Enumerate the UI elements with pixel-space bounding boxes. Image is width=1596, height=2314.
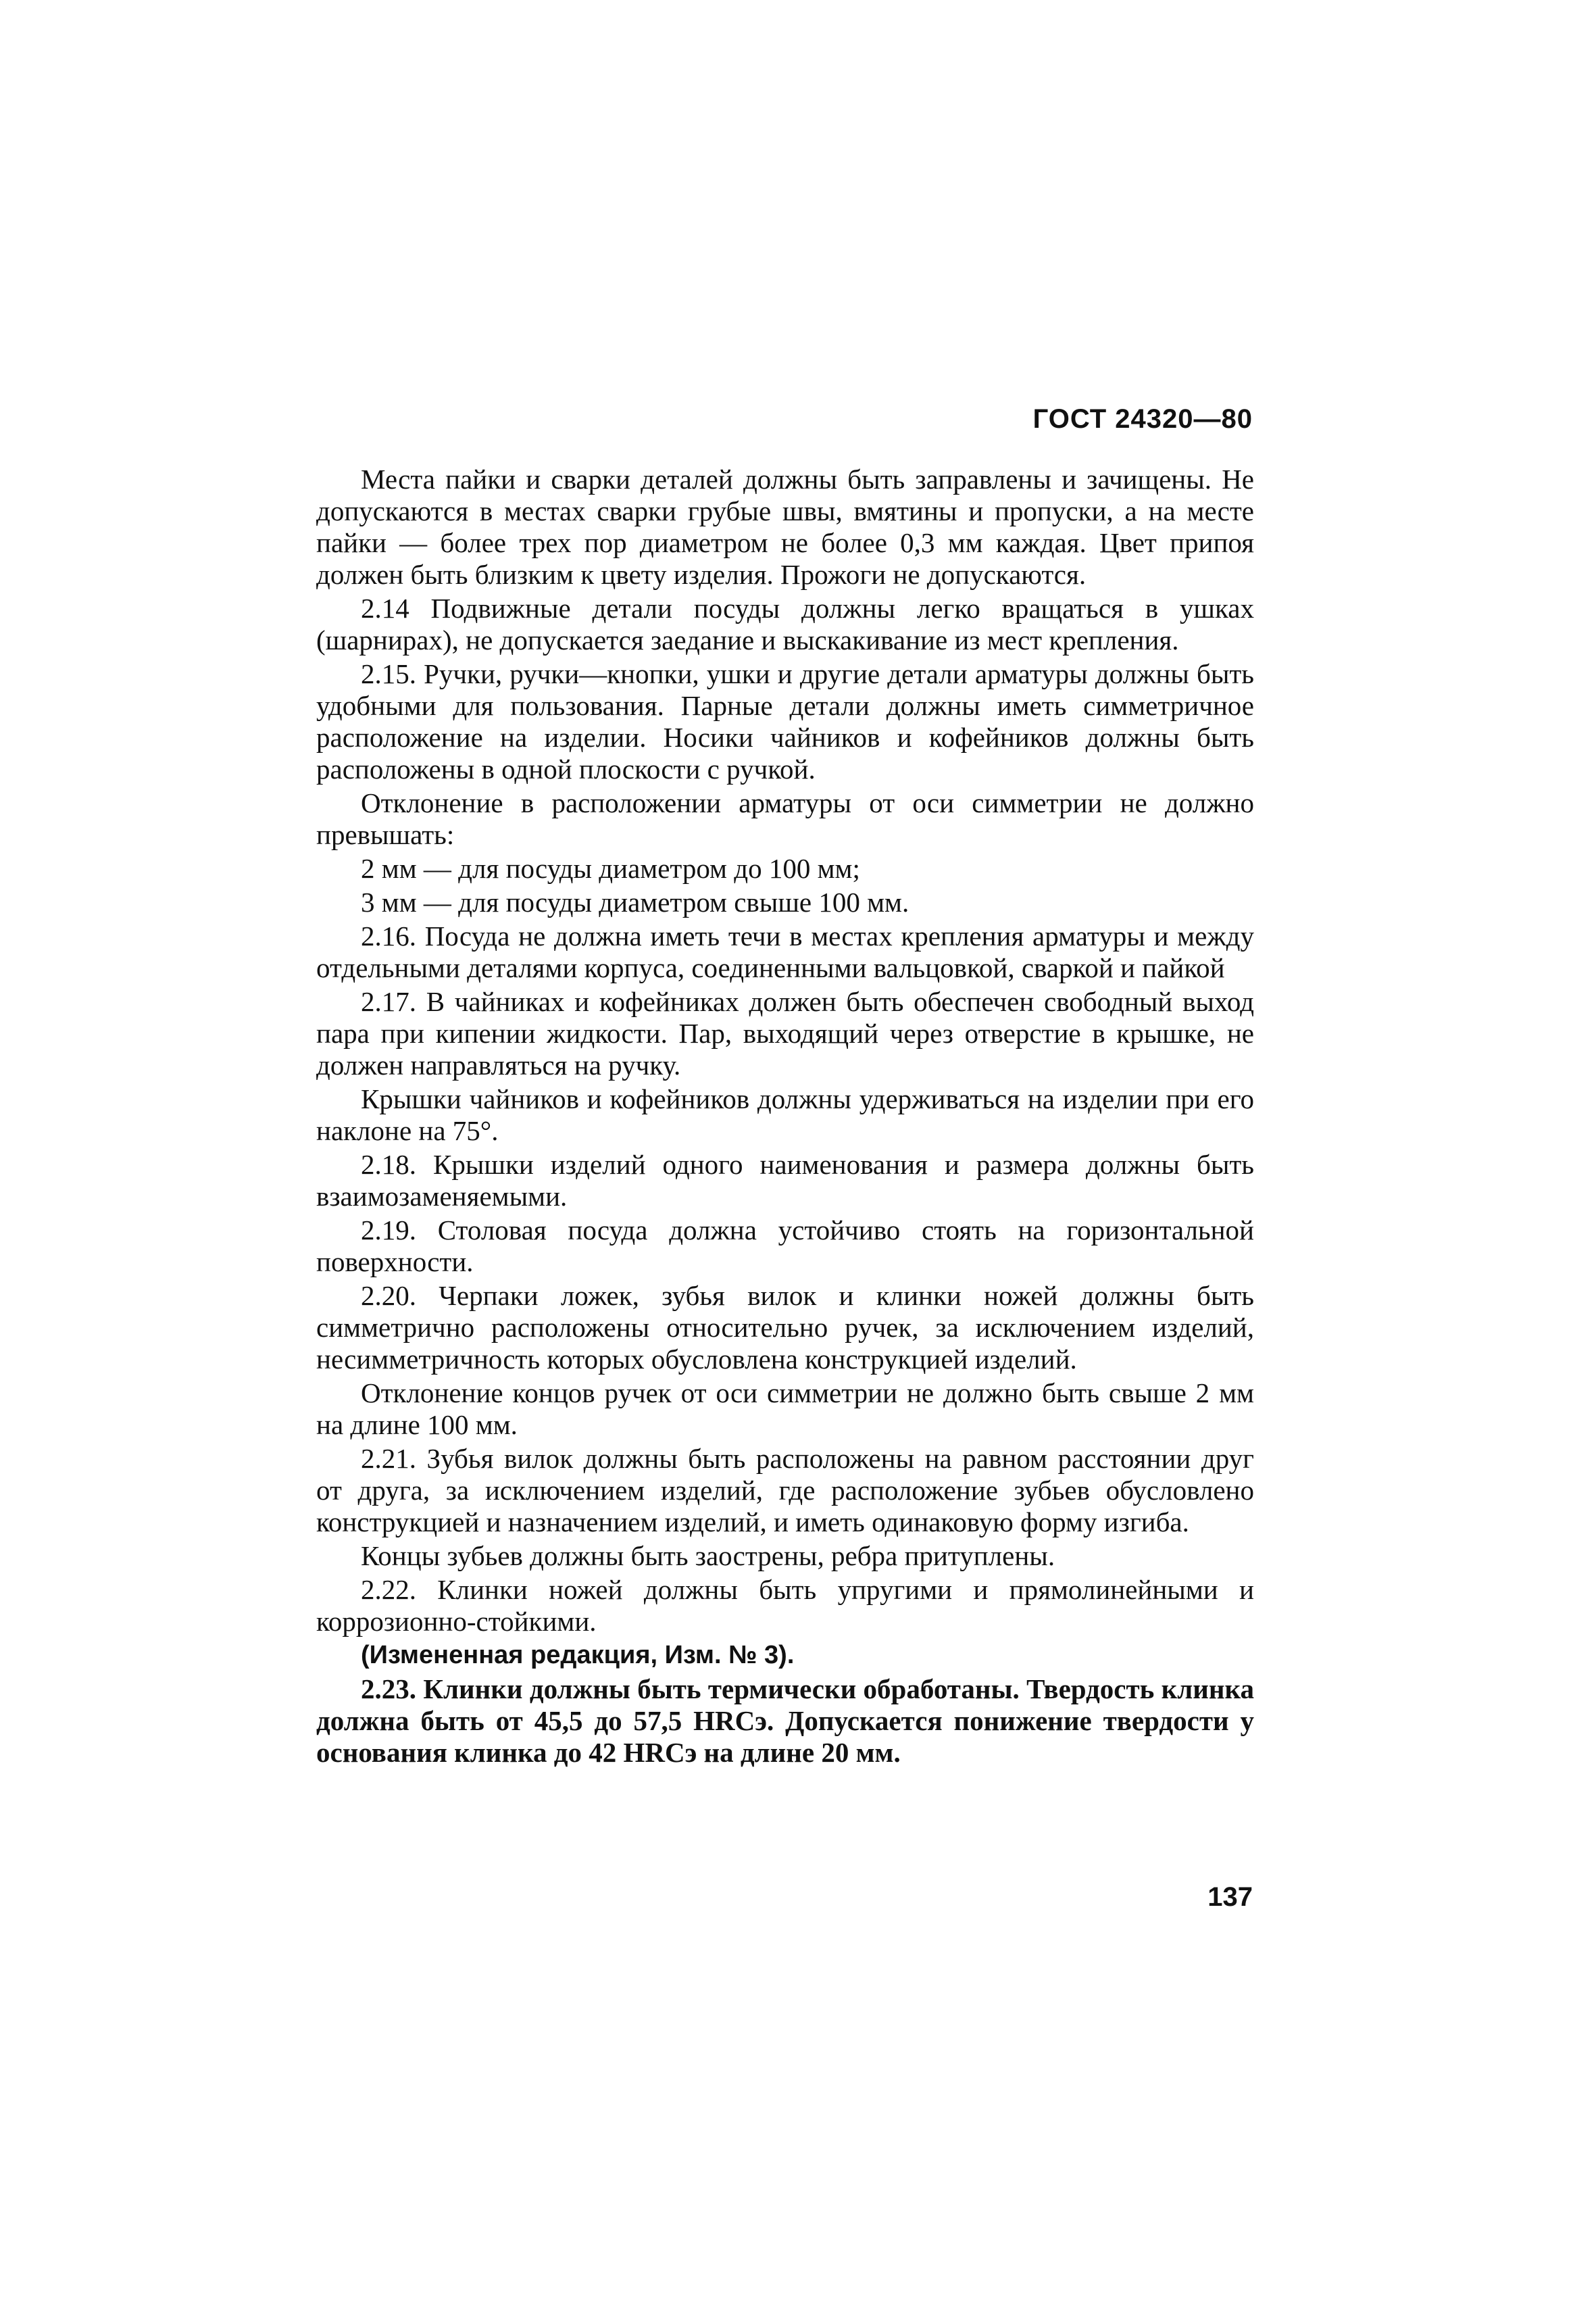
paragraph-2-17: 2.17. В чайниках и кофейниках должен быть обеспечен свободный выход пара при кипении жидкости. Пар, выходящий через отверстие в крышке, не должен направляться на ручку.: [316, 986, 1254, 1081]
page-number: 137: [1207, 1882, 1253, 1912]
paragraph-amendment-note: (Измененная редакция, Изм. № 3).: [361, 1641, 795, 1669]
paragraph-deviation-2mm: 2 мм — для посуды диаметром до 100 мм;: [361, 853, 860, 884]
paragraph-2-16: 2.16. Посуда не должна иметь течи в местах крепления арматуры и между отдельными деталями корпуса, соединенными вальцовкой, сваркой и пайкой: [316, 920, 1254, 983]
paragraph-deviation-3mm: 3 мм — для посуды диаметром свыше 100 мм.: [361, 887, 909, 918]
paragraph-2-21: 2.21. Зубья вилок должны быть расположены на равном расстоянии друг от друга, за исключением изделий, где расположение зубьев обусловлено конструкцией и назначением изделий, и иметь одинаковую форму изгиба.: [316, 1443, 1254, 1537]
paragraph-soldering-welding: Места пайки и сварки деталей должны быть заправлены и зачищены. Не допускаются в местах сварки грубые швы, вмятины и пропуски, а на месте пайки — более трех пор диаметром не более 0,3 мм каждая. Цвет припоя должен быть близким к цвету изделия. Прожоги не допускаются.: [316, 464, 1254, 590]
paragraph-2-20: 2.20. Черпаки ложек, зубья вилок и клинки ножей должны быть симметрично расположены относительно ручек, за исключением изделий, несимметричность которых обусловлена конструкцией изделий.: [316, 1280, 1254, 1375]
paragraph-2-23: 2.23. Клинки должны быть термически обработаны. Твердость клинка должна быть от 45,5 до 57,5 HRCэ. Допускается понижение твердости у основания клинка до 42 HRCэ на длине 20 мм.: [316, 1673, 1254, 1768]
paragraph-2-14: 2.14 Подвижные детали посуды должны легко вращаться в ушках (шарнирах), не допускается заедание и выскакивание из мест крепления.: [316, 593, 1254, 656]
paragraph-handle-deviation: Отклонение концов ручек от оси симметрии не должно быть свыше 2 мм на длине 100 мм.: [316, 1377, 1254, 1440]
paragraph-fittings-deviation: Отклонение в расположении арматуры от оси симметрии не должно превышать:: [316, 787, 1254, 850]
paragraph-prong-ends: Концы зубьев должны быть заострены, ребра притуплены.: [361, 1540, 1055, 1571]
paragraph-2-18: 2.18. Крышки изделий одного наименования и размера должны быть взаимозаменяемыми.: [316, 1149, 1254, 1212]
document-body: [316, 464, 1254, 1769]
paragraph-lids-tilt: Крышки чайников и кофейников должны удерживаться на изделии при его наклоне на 75°.: [316, 1083, 1254, 1146]
paragraph-2-19: 2.19. Столовая посуда должна устойчиво стоять на горизонтальной поверхности.: [316, 1214, 1254, 1277]
document-code-header: ГОСТ 24320—80: [1032, 404, 1253, 434]
paragraph-2-22: 2.22. Клинки ножей должны быть упругими и прямолинейными и коррозионно-стойкими.: [316, 1574, 1254, 1637]
paragraph-2-15: 2.15. Ручки, ручки—кнопки, ушки и другие детали арматуры должны быть удобными для пользования. Парные детали должны иметь симметричное расположение на изделии. Носики чайников и кофейников должны быть расположены в одной плоскости с ручкой.: [316, 658, 1254, 785]
